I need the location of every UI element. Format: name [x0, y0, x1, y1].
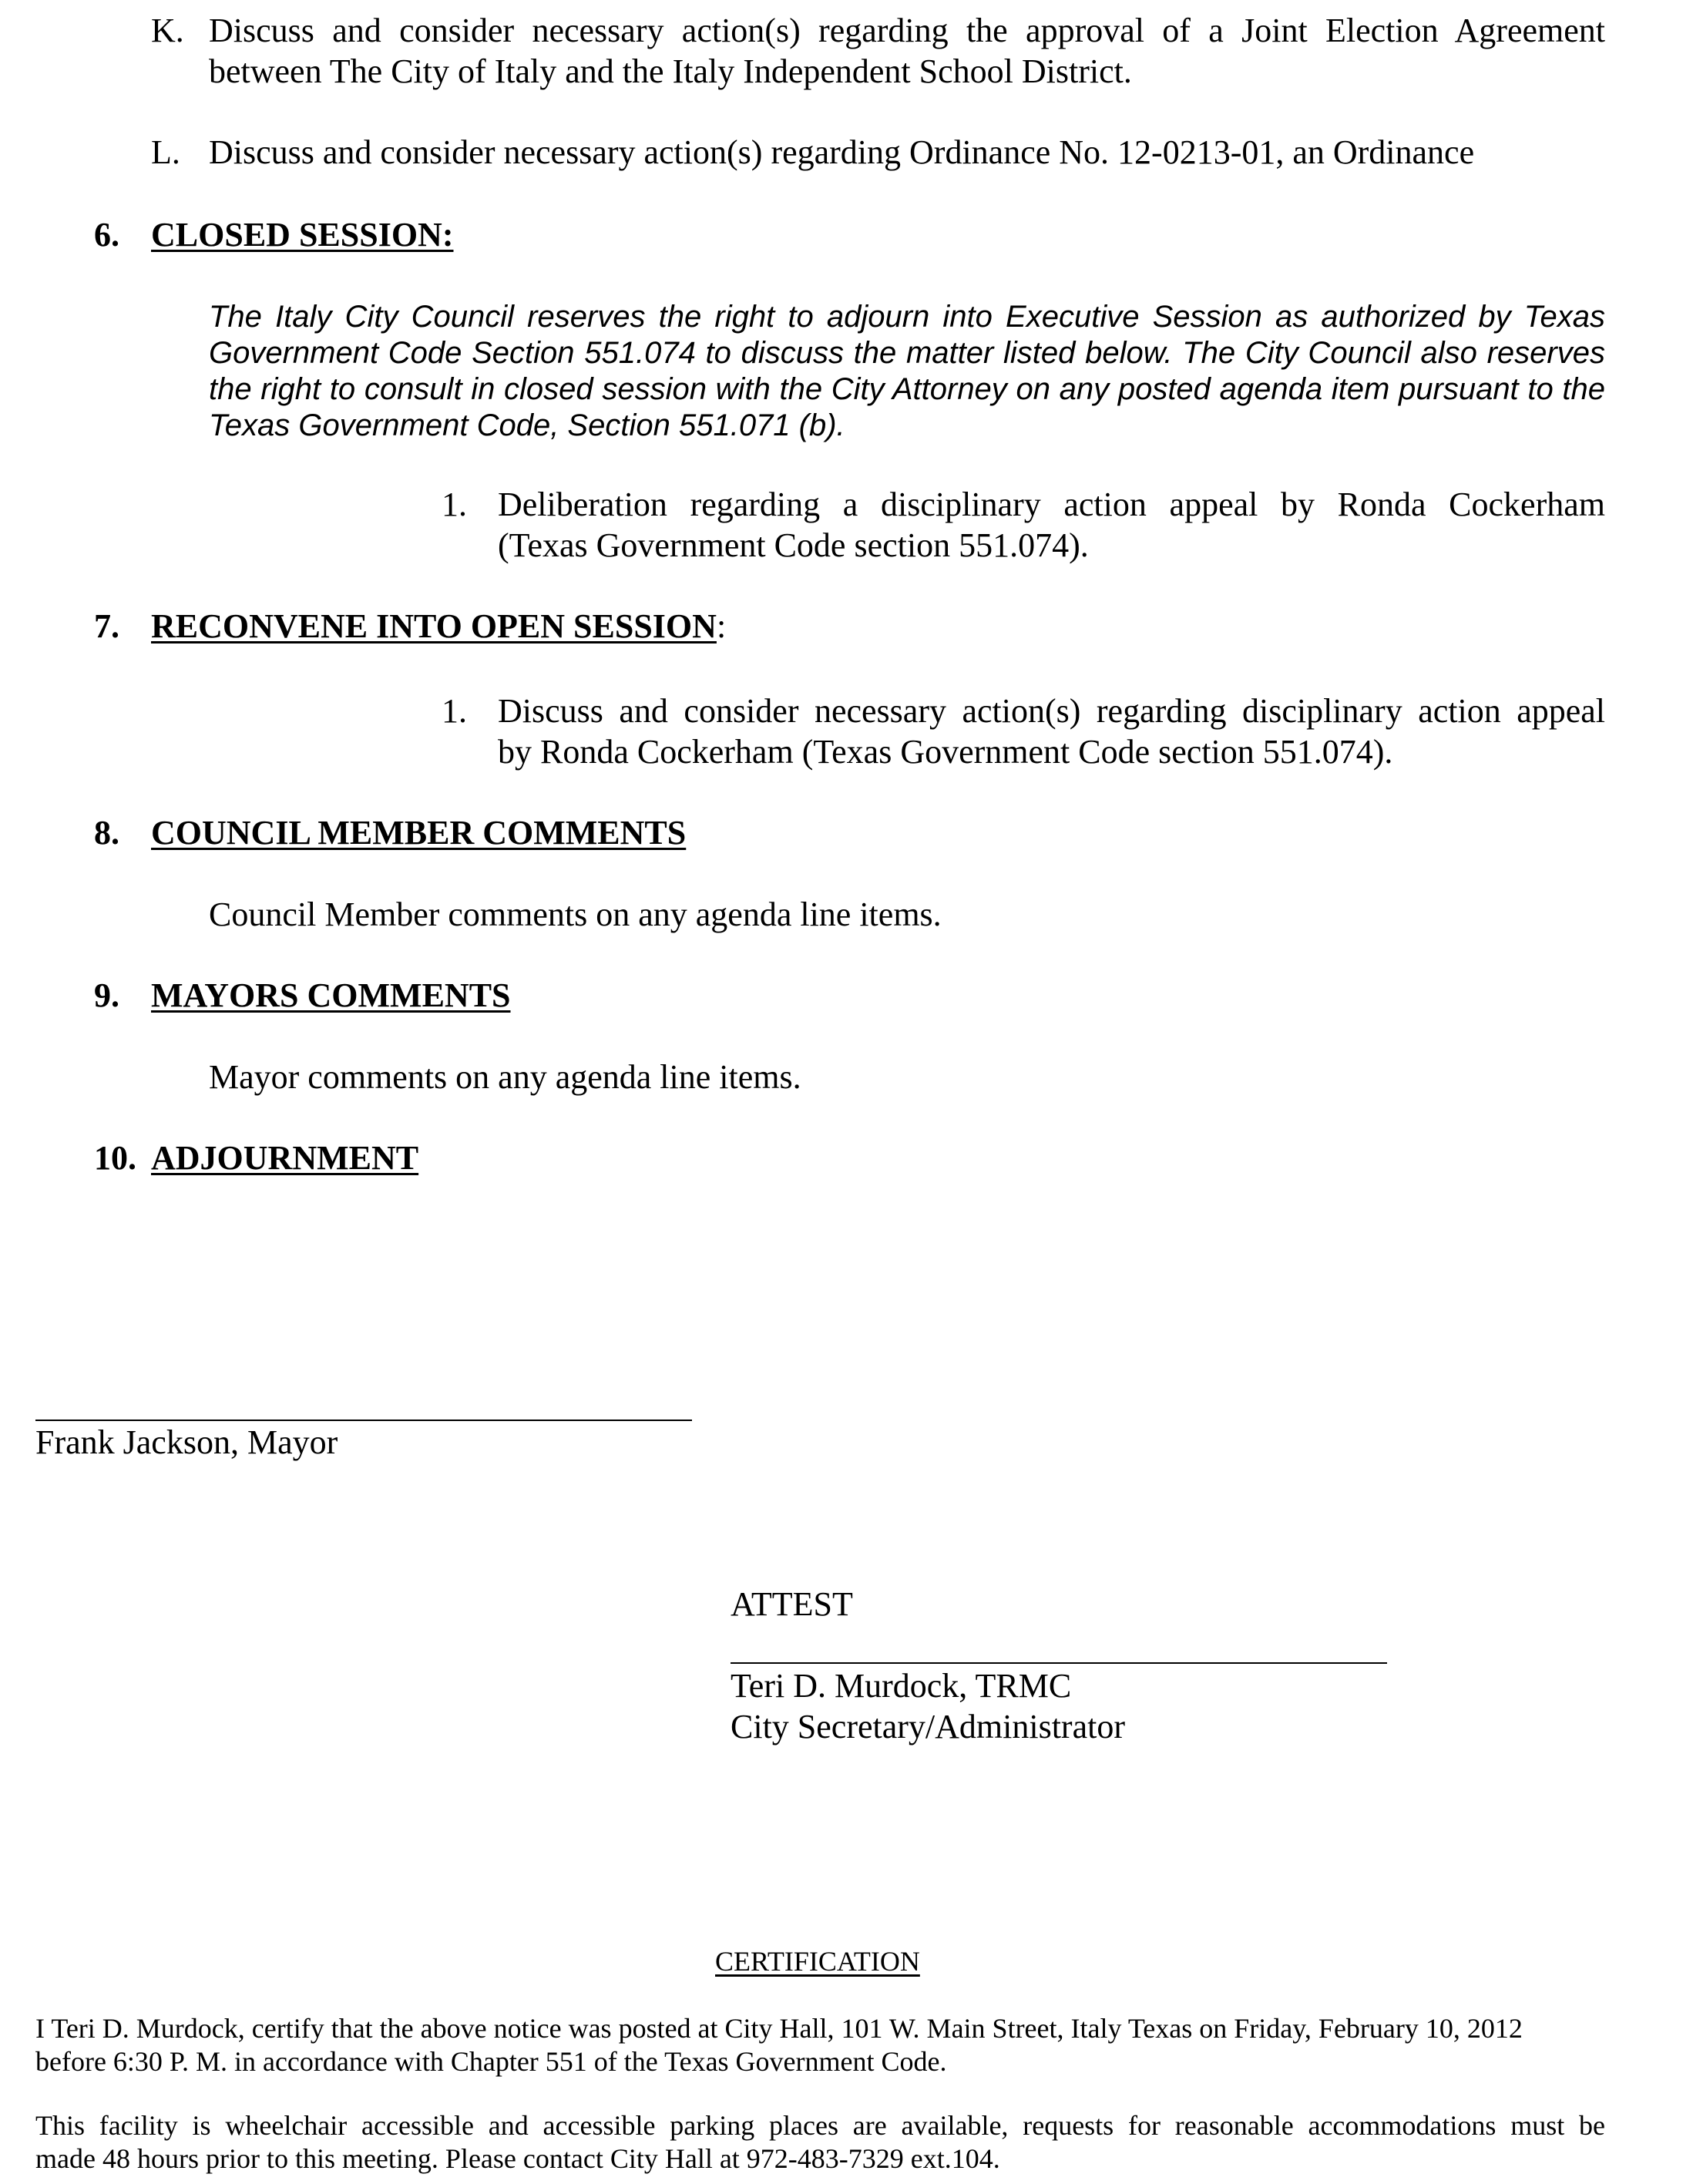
section-7-colon: : — [716, 607, 727, 645]
secretary-title: City Secretary/Administrator — [731, 1708, 1125, 1746]
item-k-line2: between The City of Italy and the Italy Independent School District. — [209, 52, 1132, 90]
item-k-letter: K. — [151, 12, 184, 49]
section-8-text: Council Member comments on any agenda line items. — [209, 895, 942, 933]
section-9-title: MAYORS COMMENTS — [151, 976, 511, 1014]
section-8-title: COUNCIL MEMBER COMMENTS — [151, 814, 687, 852]
accessibility-line1: This facility is wheelchair accessible and accessible parking places are available, requests for reasonable accommodations must be — [35, 2110, 1605, 2141]
section-6-title: CLOSED SESSION: — [151, 216, 454, 254]
certification-line2: before 6:30 P. M. in accordance with Chapter 551 of the Texas Government Code. — [35, 2046, 947, 2077]
section-6-number: 6. — [94, 216, 119, 254]
section-7-sub-line2: by Ronda Cockerham (Texas Government Code section 551.074). — [498, 733, 1393, 771]
section-7-sub-number: 1. — [442, 692, 467, 730]
section-10-number: 10. — [94, 1139, 136, 1177]
section-6-sub-number: 1. — [442, 486, 467, 523]
mayor-signature-line — [35, 1420, 692, 1421]
secretary-signature-line — [731, 1662, 1387, 1664]
closed-session-note: The Italy City Council reserves the right to adjourn into Executive Session as authorized by Texas Government Code Section 551.074 to discuss the matter listed below. The City Council also reserves the right to consult in closed session with the City Attorney on any posted agenda item pursuant to the Texas Government Code, Section 551.071 (b). — [209, 300, 1605, 442]
section-7-heading — [151, 606, 726, 647]
item-l-letter: L. — [151, 133, 180, 171]
secretary-name: Teri D. Murdock, TRMC — [731, 1667, 1072, 1705]
section-8-number: 8. — [94, 814, 119, 852]
section-7-number: 7. — [94, 607, 119, 645]
section-6-sub-line2: (Texas Government Code section 551.074). — [498, 526, 1089, 564]
accessibility-line2: made 48 hours prior to this meeting. Please contact City Hall at 972-483-7329 ext.104. — [35, 2143, 1000, 2174]
section-6-sub-line1: Deliberation regarding a disciplinary action appeal by Ronda Cockerham — [498, 486, 1605, 523]
item-l-text: Discuss and consider necessary action(s) regarding Ordinance No. 12-0213-01, an Ordinance — [209, 133, 1475, 171]
section-7-title: RECONVENE INTO OPEN SESSION — [151, 607, 717, 645]
section-9-text: Mayor comments on any agenda line items. — [209, 1058, 801, 1096]
certification-line1: I Teri D. Murdock, certify that the above notice was posted at City Hall, 101 W. Main Street, Italy Texas on Friday, February 10, 2012 — [35, 2013, 1523, 2044]
section-7-sub-line1: Discuss and consider necessary action(s) regarding disciplinary action appeal — [498, 692, 1605, 730]
mayor-name: Frank Jackson, Mayor — [35, 1423, 338, 1461]
section-10-title: ADJOURNMENT — [151, 1139, 419, 1177]
attest-label: ATTEST — [731, 1585, 853, 1623]
section-9-number: 9. — [94, 976, 119, 1014]
item-k-line1: Discuss and consider necessary action(s) regarding the approval of a Joint Election Agreement — [209, 12, 1605, 49]
certification-heading: CERTIFICATION — [715, 1946, 920, 1977]
